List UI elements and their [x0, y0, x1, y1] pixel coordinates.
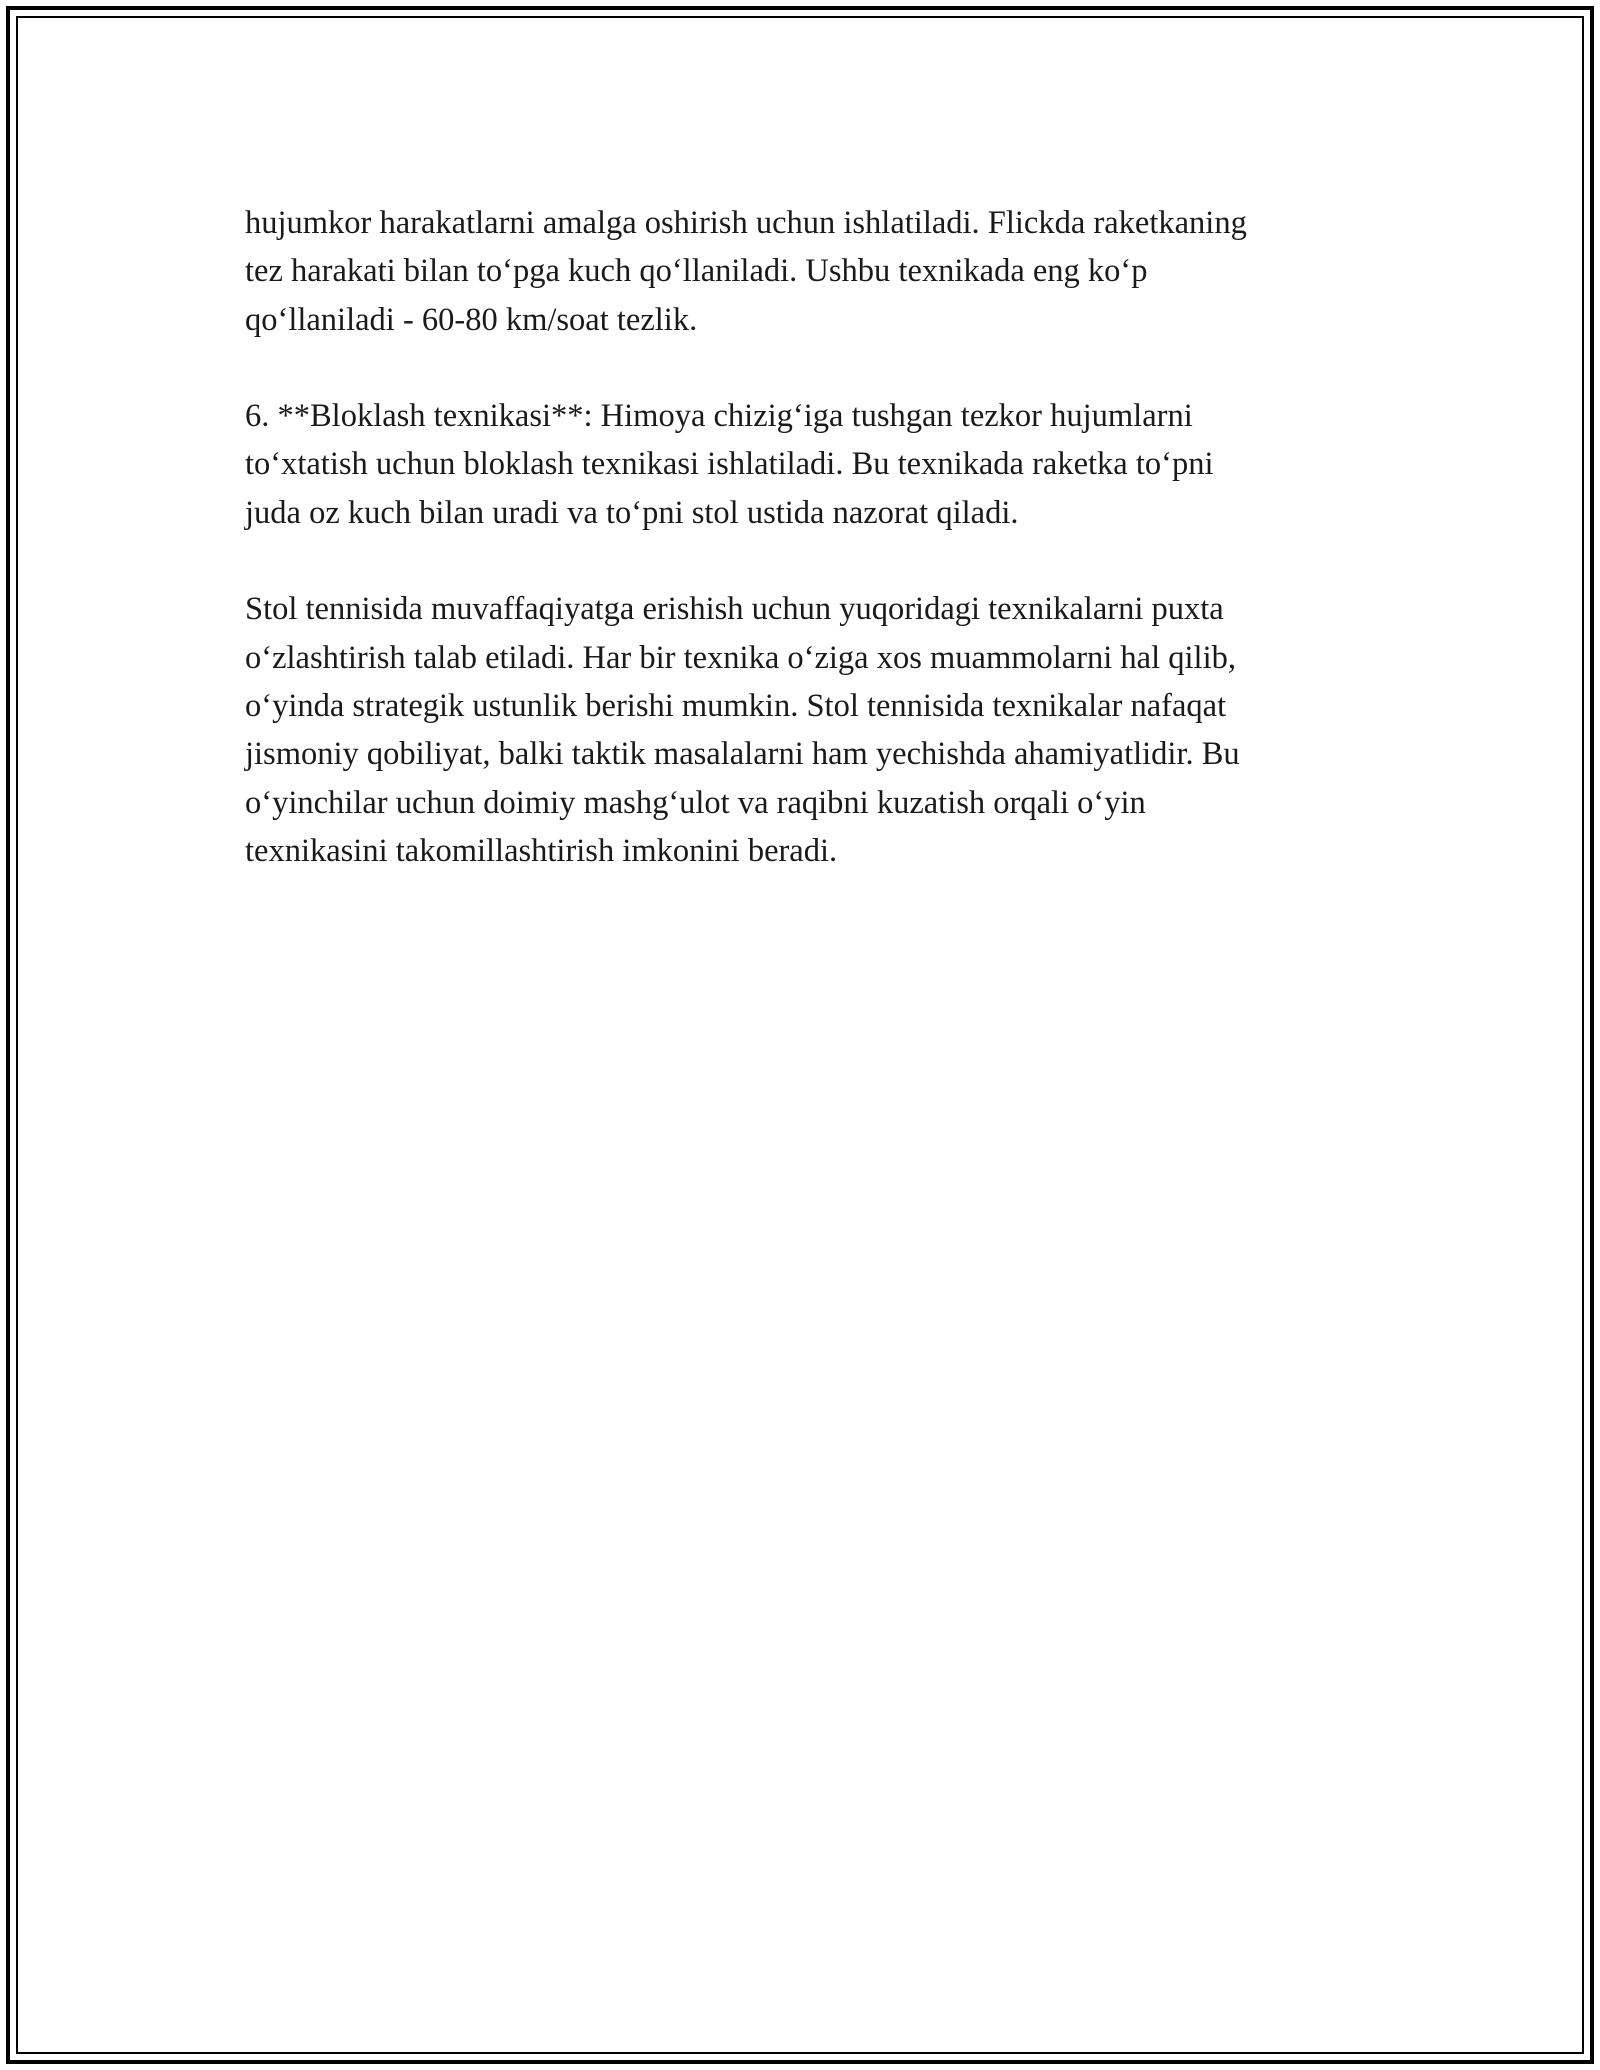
document-body — [245, 199, 1405, 923]
text-line: qo‘llaniladi - 60-80 km/soat tezlik. — [245, 301, 698, 338]
text-line: o‘yinchilar uchun doimiy mashg‘ulot va raqibni kuzatish orqali o‘yin — [245, 784, 1146, 821]
text-line: o‘zlashtirish talab etiladi. Har bir texnika o‘ziga xos muammolarni hal qilib, — [245, 639, 1236, 676]
text-line: hujumkor harakatlarni amalga oshirish uchun ishlatiladi. Flickda raketkaning — [245, 205, 1247, 241]
text-line: o‘yinda strategik ustunlik berishi mumkin. Stol tennisida texnikalar nafaqat — [245, 687, 1227, 724]
paragraph-flick-technique — [245, 199, 1405, 344]
page-border — [6, 6, 1594, 2064]
text-line: tez harakati bilan to‘pga kuch qo‘llaniladi. Ushbu texnikada eng ko‘p — [245, 253, 1148, 290]
text-line: texnikasini takomillashtirish imkonini beradi. — [245, 832, 838, 869]
text-line: juda oz kuch bilan uradi va to‘pni stol ustida nazorat qiladi. — [245, 494, 1019, 531]
text-line: Stol tennisida muvaffaqiyatga erishish uchun yuqoridagi texnikalarni puxta — [245, 591, 1224, 628]
text-line: jismoniy qobiliyat, balki taktik masalalarni ham yechishda ahamiyatlidir. Bu — [245, 736, 1240, 773]
text-line: 6. **Bloklash texnikasi**: Himoya chizig‘iga tushgan tezkor hujumlarni — [245, 398, 1193, 435]
text-line: to‘xtatish uchun bloklash texnikasi ishlatiladi. Bu texnikada raketka to‘pni — [245, 446, 1214, 483]
paragraph-conclusion — [245, 585, 1405, 875]
paragraph-blocking-technique — [245, 392, 1405, 537]
